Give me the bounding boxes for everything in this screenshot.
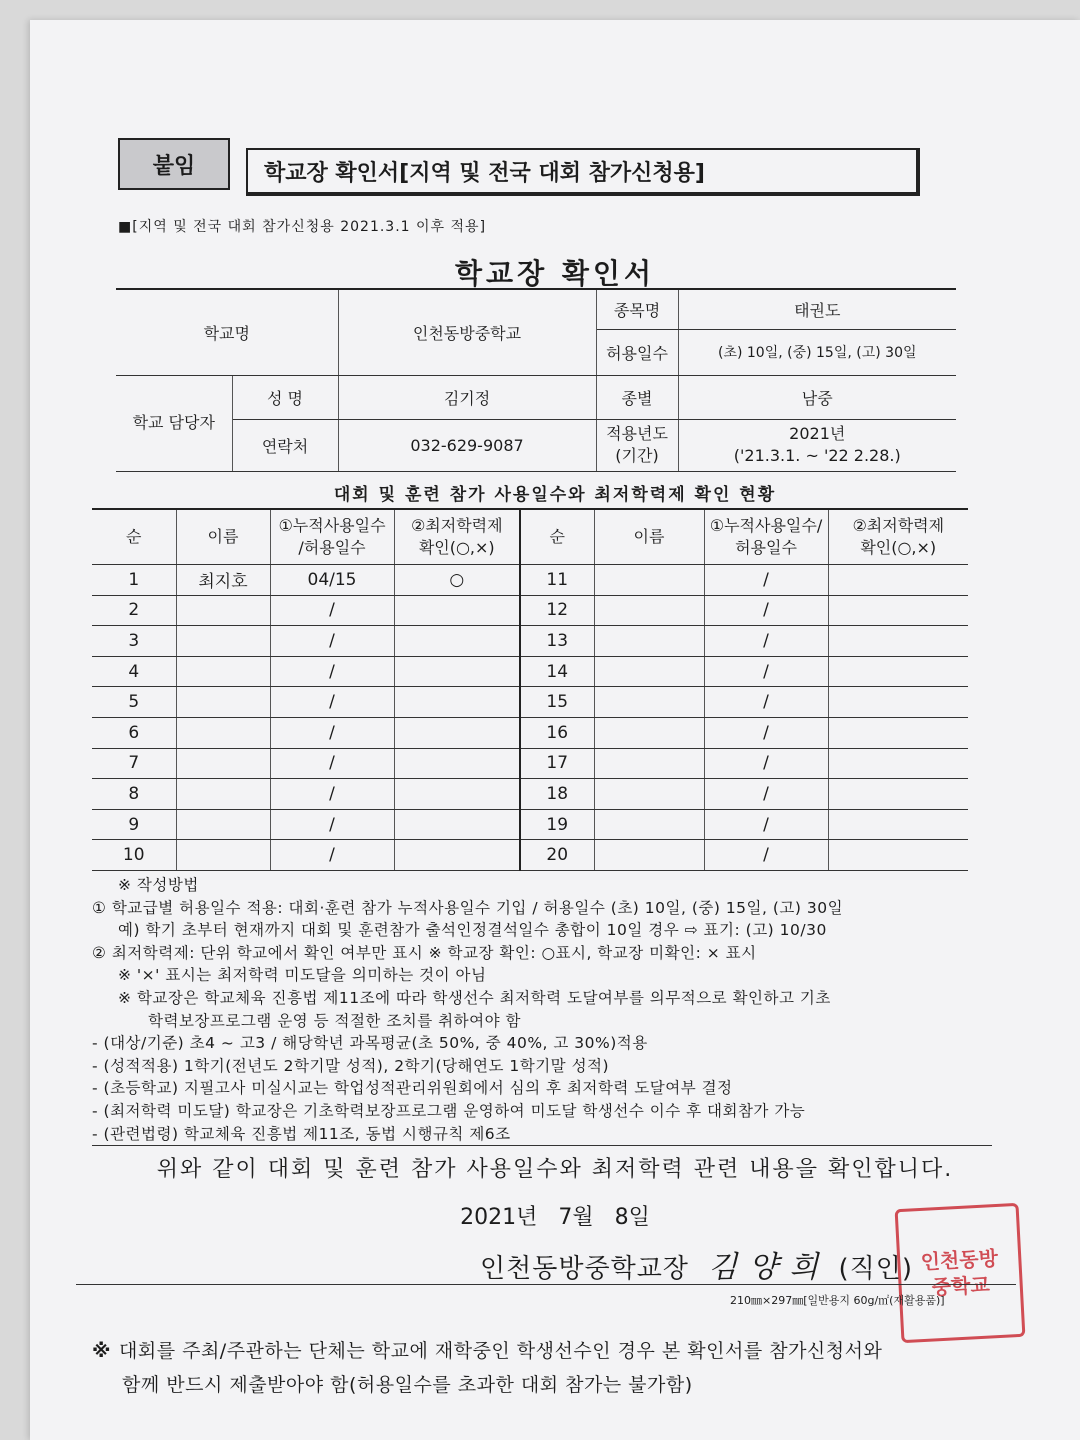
- header-min-left: [394, 509, 520, 565]
- category-label: 종별: [596, 375, 678, 419]
- row-check: [394, 809, 520, 840]
- paper-spec: 210㎜×297㎜[일반용지 60g/㎡(재활용품)]: [730, 1294, 945, 1307]
- row-check: [394, 717, 520, 748]
- header-days-left-line1: ①누적사용일수: [278, 516, 386, 535]
- row-name: [594, 748, 704, 779]
- row-no: 13: [520, 626, 594, 657]
- sport-label: 종목명: [596, 289, 678, 329]
- method-line-4: ※ '×' 표시는 최저학력 미도달을 의미하는 것이 아님: [118, 966, 487, 985]
- method-line-9: - (초등학교) 지필고사 미실시교는 학업성적관리위원회에서 심의 후 최저학력 도달여부 결정: [92, 1079, 733, 1098]
- category-value: 남중: [678, 375, 956, 419]
- row-check: [828, 565, 968, 596]
- principal-signature: 김 양 희: [708, 1250, 820, 1285]
- row-no: 5: [92, 687, 176, 718]
- header-no-left: 순: [92, 509, 176, 565]
- row-days: /: [704, 779, 828, 810]
- row-name: [176, 748, 270, 779]
- method-line-8: - (성적적용) 1학기(전년도 2학기말 성적), 2학기(당해연도 1학기말 성적): [92, 1056, 610, 1075]
- row-days: /: [270, 717, 394, 748]
- allowed-label: 허용일수: [596, 329, 678, 375]
- name-value: 김기정: [338, 375, 596, 419]
- row-no: 4: [92, 656, 176, 687]
- table-row: [92, 717, 968, 748]
- row-name: [594, 840, 704, 871]
- method-title: ※ 작성방법: [118, 876, 199, 894]
- row-check: [394, 840, 520, 871]
- principal-title: 인천동방중학교장: [480, 1254, 689, 1284]
- main-title: 학교장 확인서: [454, 257, 656, 290]
- row-check: [828, 748, 968, 779]
- method-line-3: ② 최저학력제: 단위 학교에서 확인 여부만 표시 ※ 학교장 확인: ○표시, 학교장 미확인: × 표시: [92, 943, 757, 962]
- school-label: 학교명: [116, 289, 338, 375]
- row-name: [594, 656, 704, 687]
- header-name-right: 이름: [594, 509, 704, 565]
- row-name: [176, 717, 270, 748]
- table-row: [92, 595, 968, 626]
- row-check: [394, 626, 520, 657]
- header-min-right-line2: 확인(○,×): [860, 538, 937, 557]
- date-day: 8일: [614, 1205, 650, 1230]
- row-no: 1: [92, 565, 176, 596]
- row-check: [828, 626, 968, 657]
- row-name: [176, 656, 270, 687]
- bottom-note-line-1: [92, 1334, 992, 1368]
- table-row: [92, 809, 968, 840]
- allowed-value: (초) 10일, (중) 15일, (고) 30일: [678, 329, 956, 375]
- row-name: [594, 595, 704, 626]
- method-line-5: ※ 학교장은 학교체육 진흥법 제11조에 따라 학생선수 최저학력 도달여부를 의무적으로 확인하고 기초: [118, 988, 831, 1007]
- row-days: /: [704, 717, 828, 748]
- year-period-cell: [596, 419, 678, 471]
- row-check: [394, 687, 520, 718]
- row-no: 12: [520, 595, 594, 626]
- document-heading: 학교장 확인서[지역 및 전국 대회 참가신청용]: [246, 148, 920, 196]
- method-line-11: - (관련법령) 학교체육 진흥법 제11조, 동법 시행규칙 제6조: [92, 1124, 511, 1143]
- row-days: /: [270, 687, 394, 718]
- row-check: [828, 656, 968, 687]
- row-no: 19: [520, 809, 594, 840]
- row-no: 10: [92, 840, 176, 871]
- row-check: [394, 595, 520, 626]
- row-days: /: [704, 840, 828, 871]
- header-days-right: [704, 509, 828, 565]
- confirmation-statement: 위와 같이 대회 및 훈련 참가 사용일수와 최저학력 관련 내용을 확인합니다.: [156, 1157, 954, 1182]
- row-no: 11: [520, 565, 594, 596]
- row-no: 2: [92, 595, 176, 626]
- row-name: [594, 687, 704, 718]
- writing-method: [92, 874, 992, 1146]
- row-name: 최지호: [176, 565, 270, 596]
- row-days: /: [270, 779, 394, 810]
- seal-text: 인천동방중학교: [920, 1246, 999, 1300]
- year-value: 2021년: [789, 424, 846, 443]
- row-no: 15: [520, 687, 594, 718]
- header-min-right: [828, 509, 968, 565]
- header-no-right: 순: [520, 509, 594, 565]
- seal-mark: (직인): [838, 1254, 914, 1284]
- row-no: 17: [520, 748, 594, 779]
- row-no: 6: [92, 717, 176, 748]
- table-row: [92, 840, 968, 871]
- sport-value: 태권도: [678, 289, 956, 329]
- row-days: /: [704, 565, 828, 596]
- table-row: [92, 779, 968, 810]
- row-name: [594, 809, 704, 840]
- row-name: [594, 626, 704, 657]
- contact-label: 연락처: [232, 419, 338, 471]
- row-check: [828, 779, 968, 810]
- header-name-left: 이름: [176, 509, 270, 565]
- method-line-7: - (대상/기준) 초4 ~ 고3 / 해당학년 과목평균(초 50%, 중 40%, 고 30%)적용: [92, 1034, 648, 1053]
- signature-divider: [76, 1284, 1016, 1285]
- row-days: /: [270, 656, 394, 687]
- usage-days-body: [92, 565, 968, 871]
- row-check: [828, 595, 968, 626]
- row-no: 9: [92, 809, 176, 840]
- method-line-2: 예) 학기 초부터 현재까지 대회 및 훈련참가 출석인정결석일수 총합이 10일 경우 ⇨ 표기: (고) 10/30: [118, 921, 827, 940]
- row-check: [394, 748, 520, 779]
- year-label: 적용년도: [606, 424, 668, 443]
- header-days-left: [270, 509, 394, 565]
- row-no: 14: [520, 656, 594, 687]
- row-name: [176, 687, 270, 718]
- row-days: /: [704, 748, 828, 779]
- row-no: 8: [92, 779, 176, 810]
- header-days-left-line2: /허용일수: [298, 538, 366, 557]
- contact-value: 032-629-9087: [338, 419, 596, 471]
- principal-signature-line: [480, 1242, 913, 1286]
- row-check: [394, 656, 520, 687]
- row-days: /: [704, 687, 828, 718]
- row-no: 16: [520, 717, 594, 748]
- bottom-note-line-2: 함께 반드시 제출받아야 함(허용일수를 초과한 대회 참가는 불가함): [122, 1374, 693, 1396]
- table-row: [92, 626, 968, 657]
- header-days-right-line2: 허용일수: [735, 538, 797, 557]
- row-no: 18: [520, 779, 594, 810]
- row-check: [394, 779, 520, 810]
- row-days: /: [270, 840, 394, 871]
- row-days: /: [704, 656, 828, 687]
- row-name: [176, 595, 270, 626]
- bottom-note: [92, 1334, 992, 1402]
- apply-note: ■[지역 및 전국 대회 참가신청용 2021.3.1 이후 적용]: [118, 219, 487, 235]
- table-row: [92, 656, 968, 687]
- official-seal: [895, 1203, 1026, 1343]
- row-days: /: [704, 809, 828, 840]
- row-days: /: [270, 626, 394, 657]
- manager-label: 학교 담당자: [116, 375, 232, 471]
- row-days: /: [704, 626, 828, 657]
- row-no: 20: [520, 840, 594, 871]
- row-check: ○: [394, 565, 520, 596]
- row-name: [176, 779, 270, 810]
- method-line-10: - (최저학력 미도달) 학교장은 기초학력보장프로그램 운영하여 미도달 학생선수 이수 후 대회참가 가능: [92, 1101, 806, 1120]
- row-days: /: [704, 595, 828, 626]
- name-label: 성 명: [232, 375, 338, 419]
- row-no: 7: [92, 748, 176, 779]
- method-divider: [92, 1145, 992, 1146]
- row-days: 04/15: [270, 565, 394, 596]
- method-line-6: 학력보장프로그램 운영 등 적절한 조치를 취하여야 함: [148, 1011, 521, 1030]
- header-days-right-line1: ①누적사용일수/: [709, 516, 823, 535]
- date-year: 2021년: [460, 1205, 538, 1230]
- row-check: [828, 717, 968, 748]
- school-value: 인천동방중학교: [338, 289, 596, 375]
- usage-days-table: [92, 508, 968, 871]
- date-month: 7월: [558, 1205, 594, 1230]
- school-info-table: [116, 288, 956, 472]
- row-days: /: [270, 748, 394, 779]
- row-name: [594, 565, 704, 596]
- section-title: 대회 및 훈련 참가 사용일수와 최저학력제 확인 현황: [333, 485, 777, 505]
- header-min-left-line1: ②최저학력제: [410, 516, 503, 535]
- row-name: [594, 717, 704, 748]
- row-name: [176, 840, 270, 871]
- row-no: 3: [92, 626, 176, 657]
- method-line-1: ① 학교급별 허용일수 적용: 대회·훈련 참가 누적사용일수 기입 / 허용일수 (초) 10일, (중) 15일, (고) 30일: [92, 898, 844, 917]
- bottom-note-mark: ※: [92, 1340, 111, 1362]
- period-value: ('21.3.1. ~ '22 2.28.): [733, 446, 901, 465]
- table-row: [92, 565, 968, 596]
- header-min-left-line2: 확인(○,×): [418, 538, 495, 557]
- table-row: [92, 748, 968, 779]
- row-check: [828, 809, 968, 840]
- row-check: [828, 840, 968, 871]
- year-period-value-cell: [678, 419, 956, 471]
- period-label: (기간): [615, 446, 659, 465]
- row-days: /: [270, 809, 394, 840]
- header-min-right-line1: ②최저학력제: [852, 516, 945, 535]
- row-check: [828, 687, 968, 718]
- bottom-note-text-1: 대회를 주최/주관하는 단체는 학교에 재학중인 학생선수인 경우 본 확인서를 참가신청서와: [118, 1340, 883, 1362]
- attachment-label: 붙임: [118, 138, 230, 190]
- row-name: [176, 626, 270, 657]
- row-days: /: [270, 595, 394, 626]
- table-row: [92, 687, 968, 718]
- document-page: [30, 20, 1080, 1440]
- row-name: [176, 809, 270, 840]
- row-name: [594, 779, 704, 810]
